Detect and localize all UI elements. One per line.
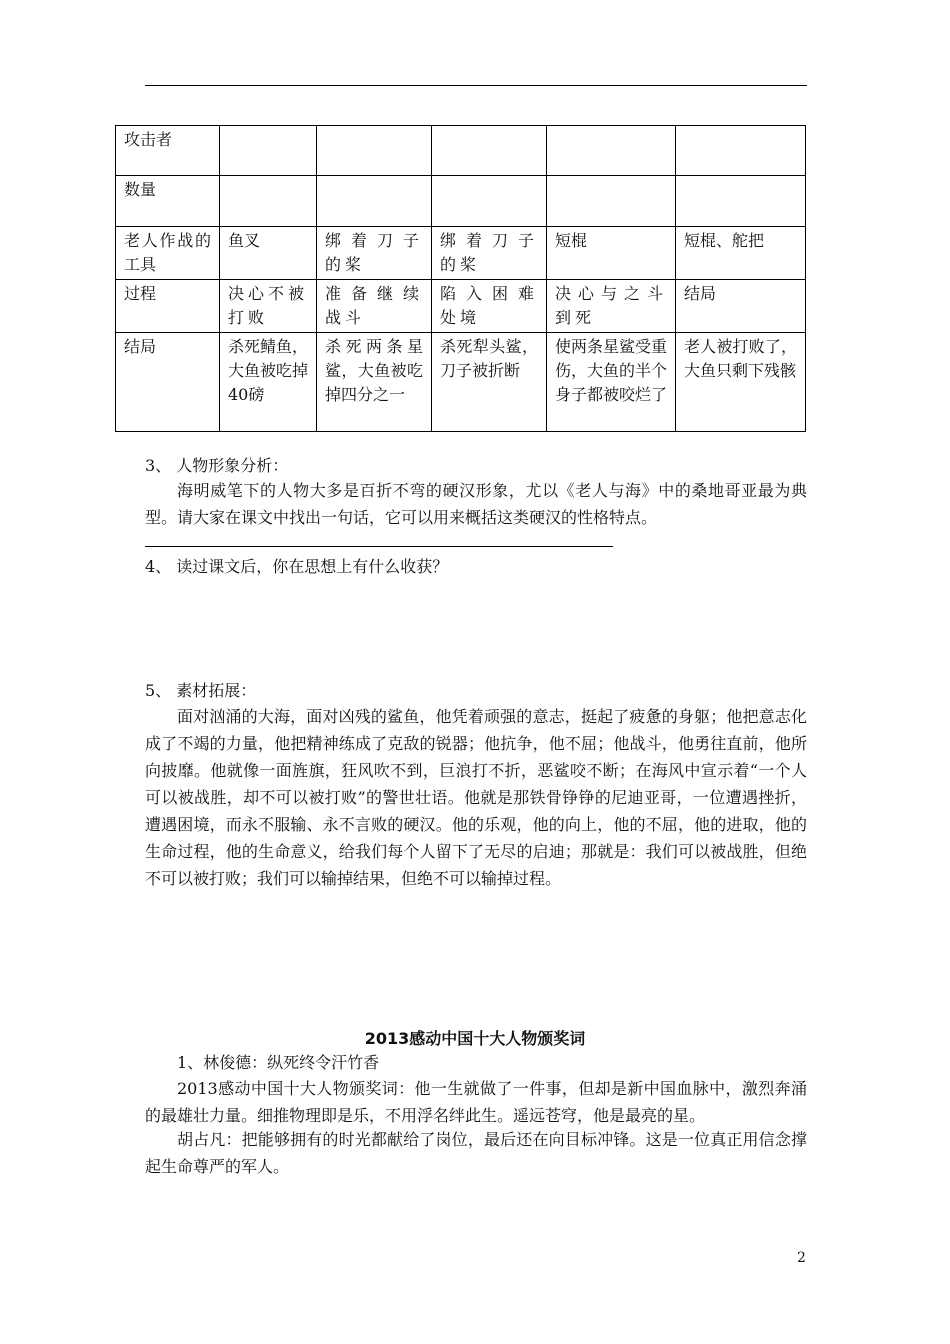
- page-number: 2: [797, 1250, 806, 1266]
- table-cell: 短棍、舵把: [676, 227, 806, 280]
- table-row: [116, 280, 806, 333]
- table-cell: 老人被打败了，大鱼只剩下残骸: [676, 333, 806, 432]
- table-cell: [220, 126, 317, 176]
- table-cell: 使两条星鲨受重伤，大鱼的半个身子都被咬烂了: [547, 333, 676, 432]
- table-cell: [220, 176, 317, 227]
- table-cell: [676, 126, 806, 176]
- table-cell: [547, 176, 676, 227]
- table-cell: [317, 176, 432, 227]
- award-paragraph-1: 2013感动中国十大人物颁奖词：他一生就做了一件事，但却是新中国血脉中，激烈奔涌的最雄壮力量。细推物理即是乐，不用浮名绊此生。遥远苍穹，他是最亮的星。: [145, 1079, 807, 1125]
- table-cell: [676, 176, 806, 227]
- table-cell: 短棍: [547, 227, 676, 280]
- question-4-heading: 4、 读过课文后，你在思想上有什么收获？: [145, 557, 449, 576]
- row-label: 攻击者: [116, 126, 220, 176]
- header-rule: [145, 85, 807, 86]
- table-cell: 杀死两条星鲨，大鱼被吃掉四分之一: [317, 333, 432, 432]
- table-row: [116, 126, 806, 176]
- question-5-heading: 5、 素材拓展：: [145, 681, 257, 700]
- row-label: 结局: [116, 333, 220, 432]
- table-row: [116, 227, 806, 280]
- table-cell: [432, 176, 547, 227]
- table-cell: [432, 126, 547, 176]
- table-cell: 绑着刀子的桨: [317, 227, 432, 280]
- question-5-text: 面对汹涌的大海，面对凶残的鲨鱼，他凭着顽强的意志，挺起了疲惫的身躯；他把意志化成了不竭的力量，他把精神练成了克敌的锐器；他抗争，他不屈；他战斗，他勇往直前，他所向披靡。他就像一面旌旗，狂风吹不到，巨浪打不折，恶鲨咬不断；在海风中宣示着“一个人可以被战胜，却不可以被打败”的警世壮语。他就是那铁骨铮铮的尼迪亚哥，一位遭遇挫折，遭遇困境，而永不服输、永不言败的硬汉。他的乐观，他的向上，他的不屈，他的进取，他的生命过程，他的生命意义，给我们每个人留下了无尽的启迪；那就是：我们可以被战胜，但绝不可以被打败；我们可以输掉结果，但绝不可以输掉过程。: [145, 707, 807, 888]
- row-label: 数量: [116, 176, 220, 227]
- table-cell: 绑着刀子的桨: [432, 227, 547, 280]
- answer-line[interactable]: [145, 546, 613, 547]
- table-cell: 鱼叉: [220, 227, 317, 280]
- award-item-1: 1、林俊德：纵死终令汗竹香: [177, 1053, 380, 1072]
- table-cell: 陷入困难处境: [432, 280, 547, 333]
- row-label: 过程: [116, 280, 220, 333]
- battle-analysis-table: [115, 125, 806, 432]
- table-cell: [547, 126, 676, 176]
- question-3-text: 海明威笔下的人物大多是百折不弯的硬汉形象，尤以《老人与海》中的桑地哥亚最为典型。请大家在课文中找出一句话，它可以用来概括这类硬汉的性格特点。: [145, 481, 807, 527]
- row-label: 老人作战的工具: [116, 227, 220, 280]
- table-cell: 决心与之斗到死: [547, 280, 676, 333]
- table-cell: 准备继续战斗: [317, 280, 432, 333]
- table-cell: 结局: [676, 280, 806, 333]
- award-paragraph-2: 胡占凡：把能够拥有的时光都献给了岗位，最后还在向目标冲锋。这是一位真正用信念撑起生命尊严的军人。: [145, 1130, 807, 1176]
- table-cell: 杀死犁头鲨，刀子被折断: [432, 333, 547, 432]
- table-row: [116, 333, 806, 432]
- table-cell: [317, 126, 432, 176]
- table-cell: 杀死鲭鱼，大鱼被吃掉40磅: [220, 333, 317, 432]
- table-cell: 决心不被打败: [220, 280, 317, 333]
- question-3-heading: 3、 人物形象分析：: [145, 456, 289, 475]
- award-section-title: 2013感动中国十大人物颁奖词: [364, 1029, 586, 1048]
- table-row: [116, 176, 806, 227]
